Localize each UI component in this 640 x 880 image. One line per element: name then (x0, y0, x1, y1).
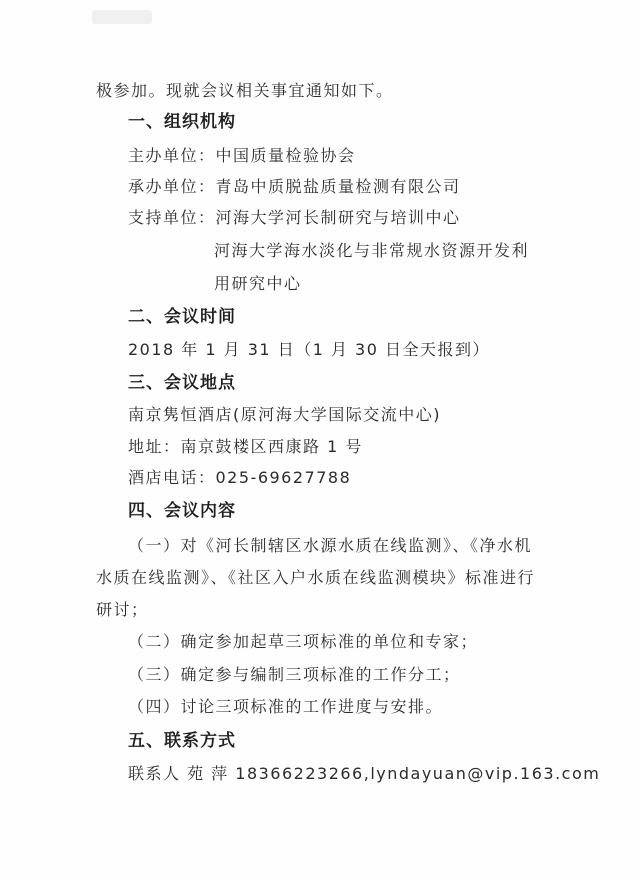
content-item-3: （三）确定参与编制三项标准的工作分工； (128, 665, 461, 684)
heading-contact: 五、联系方式 (128, 731, 236, 751)
hotel-name: 南京隽恒酒店(原河海大学国际交流中心) (128, 405, 441, 424)
heading-content: 四、会议内容 (128, 501, 236, 521)
contact-info: 联系人 苑 萍 18366223266,lyndayuan@vip.163.com (128, 764, 601, 783)
heading-organization: 一、组织机构 (128, 112, 236, 132)
hotel-address: 地址：南京鼓楼区西康路 1 号 (128, 437, 363, 456)
organizer-unit: 承办单位：青岛中质脱盐质量检测有限公司 (128, 177, 461, 196)
host-unit: 主办单位：中国质量检验协会 (128, 146, 356, 165)
heading-time: 二、会议时间 (128, 307, 236, 327)
content-item-4: （四）讨论三项标准的工作进度与安排。 (128, 697, 444, 716)
heading-location: 三、会议地点 (128, 373, 236, 393)
intro-tail: 极参加。现就会议相关事宜通知如下。 (96, 81, 394, 100)
content-item-1-line3: 研讨； (96, 600, 149, 619)
meeting-date: 2018 年 1 月 31 日（1 月 30 日全天报到） (128, 340, 490, 359)
content-item-2: （二）确定参加起草三项标准的单位和专家； (128, 632, 479, 651)
support-unit-2-line2: 用研究中心 (214, 274, 302, 293)
support-unit-2-line1: 河海大学海水淡化与非常规水资源开发利 (214, 241, 530, 260)
support-unit-1: 支持单位：河海大学河长制研究与培训中心 (128, 208, 461, 227)
content-item-1-line1: （一）对《河长制辖区水源水质在线监测》、《净水机 (128, 536, 533, 555)
content-item-1-line2: 水质在线监测》、《社区入户水质在线监测模块》标准进行 (96, 568, 536, 587)
hotel-phone: 酒店电话：025-69627788 (128, 468, 352, 487)
scan-artifact (92, 10, 152, 24)
